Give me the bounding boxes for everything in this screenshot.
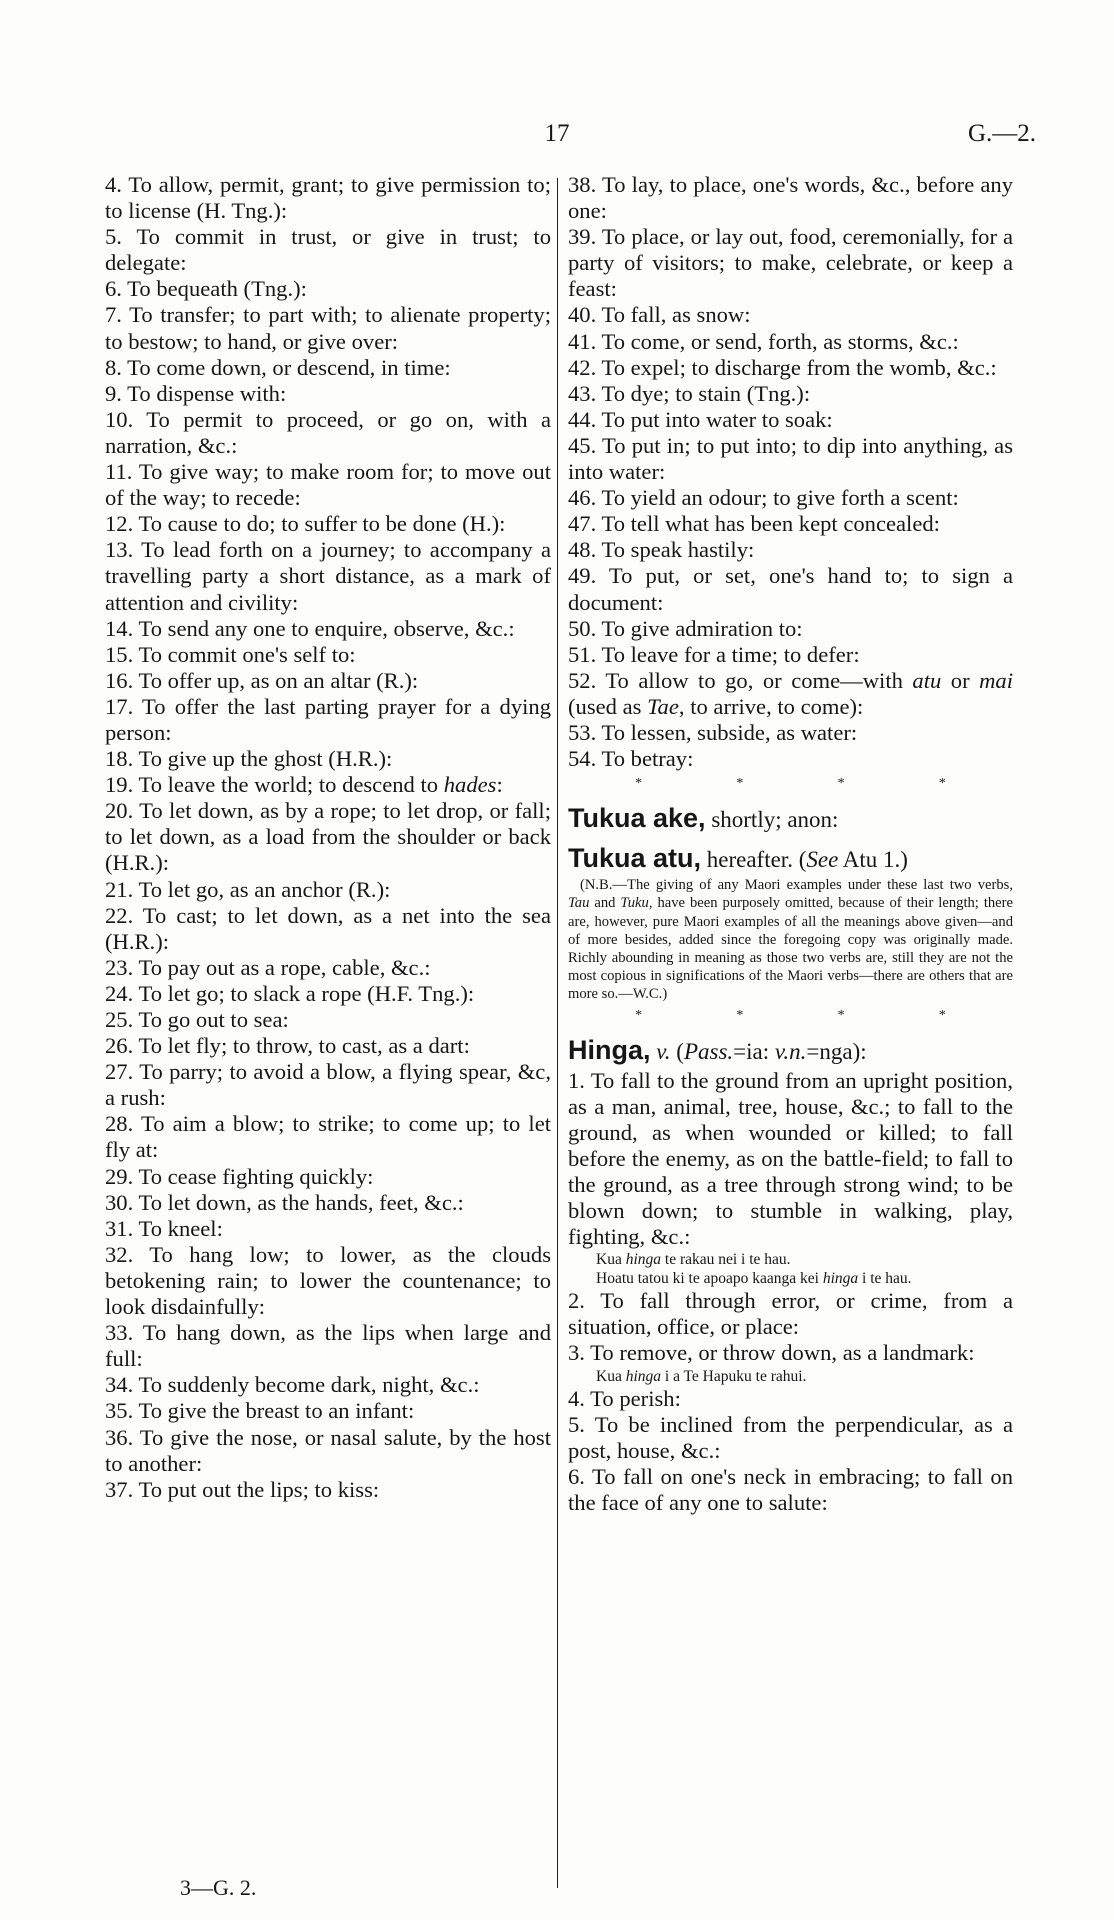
definition-43: 43. To dye; to stain (Tng.):: [568, 380, 811, 406]
definition-15: 15. To commit one's self to:: [105, 641, 356, 667]
def52-c: (used as: [568, 693, 648, 719]
definition-34: 34. To suddenly become dark, night, &c.:: [105, 1372, 480, 1398]
example-keyword: hinga: [822, 1270, 859, 1288]
definition-39: 39. To place, or lay out, food, ceremonially, for a party of visitors; to make, celebrate, or keep a feast:: [568, 224, 1013, 302]
page-number: 17: [544, 120, 570, 147]
tukua-atu-definition: hereafter. (: [701, 847, 807, 873]
definition-7: 7. To transfer; to part with; to alienate property; to bestow; to hand, or give over:: [105, 302, 551, 354]
example-text: Kua: [596, 1251, 626, 1269]
definition-8: 8. To come down, or descend, in time:: [105, 354, 451, 380]
section-separator-2: [568, 1006, 1013, 1026]
definition-27: 27. To parry; to avoid a blow, a flying spear, &c, a rush:: [105, 1059, 551, 1111]
note-a: (N.B.—The giving of any Maori examples under these last two verbs,: [580, 877, 1013, 894]
separator-star: *: [938, 776, 946, 792]
example-sentence: [568, 1367, 1013, 1386]
definition-36: 36. To give the nose, or nasal salute, by the host to another:: [105, 1424, 551, 1476]
hinga-definition-6: 6. To fall on one's neck in embracing; to fall on the face of any one to salute:: [568, 1463, 1013, 1515]
definition-54: 54. To betray:: [568, 746, 694, 772]
definition-21: 21. To let go, as an anchor (R.):: [105, 876, 391, 902]
definition-13: 13. To lead forth on a journey; to accompany a travelling party a short distance, as a mark of attention and civility:: [105, 537, 551, 615]
definition-24: 24. To let go; to slack a rope (H.F. Tng.):: [105, 980, 475, 1006]
definition-42: 42. To expel; to discharge from the womb, &c.:: [568, 354, 997, 380]
definition-38: 38. To lay, to place, one's words, &c., before any one:: [568, 172, 1013, 224]
definition-17: 17. To offer the last parting prayer for a dying person:: [105, 693, 551, 745]
def52-mai: mai: [979, 667, 1013, 693]
example-sentence: [568, 1250, 1013, 1269]
hinga-p2: =ia:: [733, 1038, 775, 1064]
example-keyword: hinga: [625, 1251, 662, 1269]
entry-tukua-atu: [568, 842, 1013, 876]
definition-29: 29. To cease fighting quickly:: [105, 1163, 374, 1189]
definition-37: 37. To put out the lips; to kiss:: [105, 1476, 380, 1502]
headword-hinga: Hinga,: [568, 1034, 651, 1065]
definition-18: 18. To give up the ghost (H.R.):: [105, 746, 393, 772]
definition-12: 12. To cause to do; to suffer to be done (H.):: [105, 511, 506, 537]
definition-31: 31. To kneel:: [105, 1215, 223, 1241]
note-tau: Tau: [568, 895, 590, 912]
example-sentence: [568, 1269, 1013, 1288]
separator-star: *: [635, 776, 643, 792]
definition-11: 11. To give way; to make room for; to move out of the way; to recede:: [105, 459, 551, 511]
hinga-definition-3: 3. To remove, or throw down, as a landmark:: [568, 1340, 975, 1366]
definition-50: 50. To give admiration to:: [568, 615, 803, 641]
hinga-pos: v.: [650, 1038, 671, 1064]
example-keyword: hinga: [625, 1367, 662, 1385]
note-b: and: [589, 895, 621, 912]
definition-46: 46. To yield an odour; to give forth a scent:: [568, 485, 959, 511]
definition-41: 41. To come, or send, forth, as storms, &c.:: [568, 328, 959, 354]
definition-40: 40. To fall, as snow:: [568, 302, 751, 328]
headword-tukua-atu: Tukua atu,: [568, 843, 702, 874]
tukua-atu-see: See: [806, 847, 839, 873]
example-text: te rakau nei i te hau.: [661, 1251, 791, 1269]
hinga-pass: Pass.: [683, 1038, 734, 1064]
definition-32: 32. To hang low; to lower, as the clouds betokening rain; to lower the countenance; to look disdainfully:: [105, 1241, 551, 1320]
separator-star: *: [635, 1007, 643, 1023]
definition-14: 14. To send any one to enquire, observe, &c.:: [105, 615, 515, 641]
definition-52: [568, 668, 1013, 720]
editorial-note: [568, 876, 1013, 1003]
hinga-definition-2: 2. To fall through error, or crime, from a situation, office, or place:: [568, 1288, 1013, 1340]
separator-star: *: [837, 1007, 845, 1023]
definition-26: 26. To let fly; to throw, to cast, as a dart:: [105, 1033, 470, 1059]
definition-45: 45. To put in; to put into; to dip into anything, as into water:: [568, 432, 1013, 485]
headword-tukua-ake: Tukua ake,: [568, 803, 706, 834]
document-code: G.—2.: [967, 120, 1036, 147]
separator-star: *: [736, 1007, 744, 1023]
note-tuku: Tuku: [620, 895, 649, 912]
hinga-p1: (: [670, 1038, 684, 1064]
example-text: Kua: [596, 1367, 626, 1385]
separator-star: *: [938, 1007, 946, 1023]
hinga-definition-5: 5. To be inclined from the perpendicular, as a post, house, &c.:: [568, 1411, 1013, 1463]
hinga-definition-1: 1. To fall to the ground from an upright position, as a man, animal, tree, house, &c.; to fall to the ground, as when wounded or killed; to fall before the enemy, as on the battle-field; to fall to the ground, as a tree through strong wind; to be blown down; to stumble in walking, play, fighting, &c.:: [568, 1067, 1013, 1250]
entry-hinga: [568, 1034, 1013, 1068]
note-c: , have been purposely omitted, because of their length; there are, however, pure Maori examples of all the meanings above given—and of more besides, added since the foregoing copy was originally made. Richly abounding in meaning as those two verbs are, still they are not the most copious in significations of the Maori verbs—there are others that are more so.—W.C.): [568, 895, 1013, 1003]
example-text: i a Te Hapuku te rahui.: [661, 1367, 807, 1385]
tukua-atu-ref: Atu 1.): [838, 847, 908, 873]
example-text: Hoatu tatou ki te apoapo kaanga kei: [596, 1270, 823, 1288]
definition-10: 10. To permit to proceed, or go on, with a narration, &c.:: [105, 406, 551, 458]
hinga-definition-4: 4. To perish:: [568, 1385, 681, 1411]
definition-51: 51. To leave for a time; to defer:: [568, 641, 860, 667]
definition-48: 48. To speak hastily:: [568, 537, 755, 563]
definition-53: 53. To lessen, subside, as water:: [568, 719, 858, 745]
definition-19-italic: hades: [443, 772, 497, 798]
def52-atu: atu: [912, 667, 942, 693]
definition-25: 25. To go out to sea:: [105, 1007, 289, 1032]
section-separator-1: [568, 774, 1013, 794]
entry-tukua-ake: [568, 802, 1013, 836]
definition-30: 30. To let down, as the hands, feet, &c.:: [105, 1189, 464, 1215]
definition-4: 4. To allow, permit, grant; to give permission to; to license (H. Tng.):: [105, 172, 551, 224]
def52-b: or: [941, 667, 980, 693]
definition-19-text: 19. To leave the world; to descend to: [105, 772, 444, 798]
definition-35: 35. To give the breast to an infant:: [105, 1398, 415, 1424]
definition-20: 20. To let down, as by a rope; to let drop, or fall; to let down, as a load from the shoulder or back (H.R.):: [105, 798, 551, 876]
def52-tae: Tae: [647, 693, 679, 719]
definition-47: 47. To tell what has been kept concealed:: [568, 511, 940, 537]
right-column: [568, 172, 1013, 1516]
tukua-ake-definition: shortly; anon:: [705, 807, 839, 833]
example-text: i te hau.: [858, 1270, 912, 1288]
definition-49: 49. To put, or set, one's hand to; to sign a document:: [568, 563, 1013, 615]
definition-23: 23. To pay out as a rope, cable, &c.:: [105, 954, 431, 980]
definition-19-end: :: [496, 772, 503, 798]
definition-9: 9. To dispense with:: [105, 380, 287, 406]
definition-6: 6. To bequeath (Tng.):: [105, 276, 307, 302]
definition-33: 33. To hang down, as the lips when large and full:: [105, 1320, 551, 1372]
definition-16: 16. To offer up, as on an altar (R.):: [105, 667, 419, 693]
column-divider: [557, 178, 558, 1888]
definition-19: [105, 772, 551, 798]
signature-mark: 3—G. 2.: [180, 1875, 257, 1900]
definition-5: 5. To commit in trust, or give in trust; to delegate:: [105, 224, 551, 276]
def52-d: , to arrive, to come):: [678, 693, 864, 719]
separator-star: *: [736, 776, 744, 792]
left-column: [105, 172, 551, 1503]
definition-28: 28. To aim a blow; to strike; to come up; to let fly at:: [105, 1111, 551, 1163]
definition-44: 44. To put into water to soak:: [568, 406, 833, 432]
separator-star: *: [837, 776, 845, 792]
hinga-vn: v.n.: [774, 1038, 807, 1064]
hinga-p3: =nga):: [806, 1038, 867, 1064]
def52-a: 52. To allow to go, or come—with: [568, 667, 913, 693]
definition-22: 22. To cast; to let down, as a net into the sea (H.R.):: [105, 902, 551, 954]
